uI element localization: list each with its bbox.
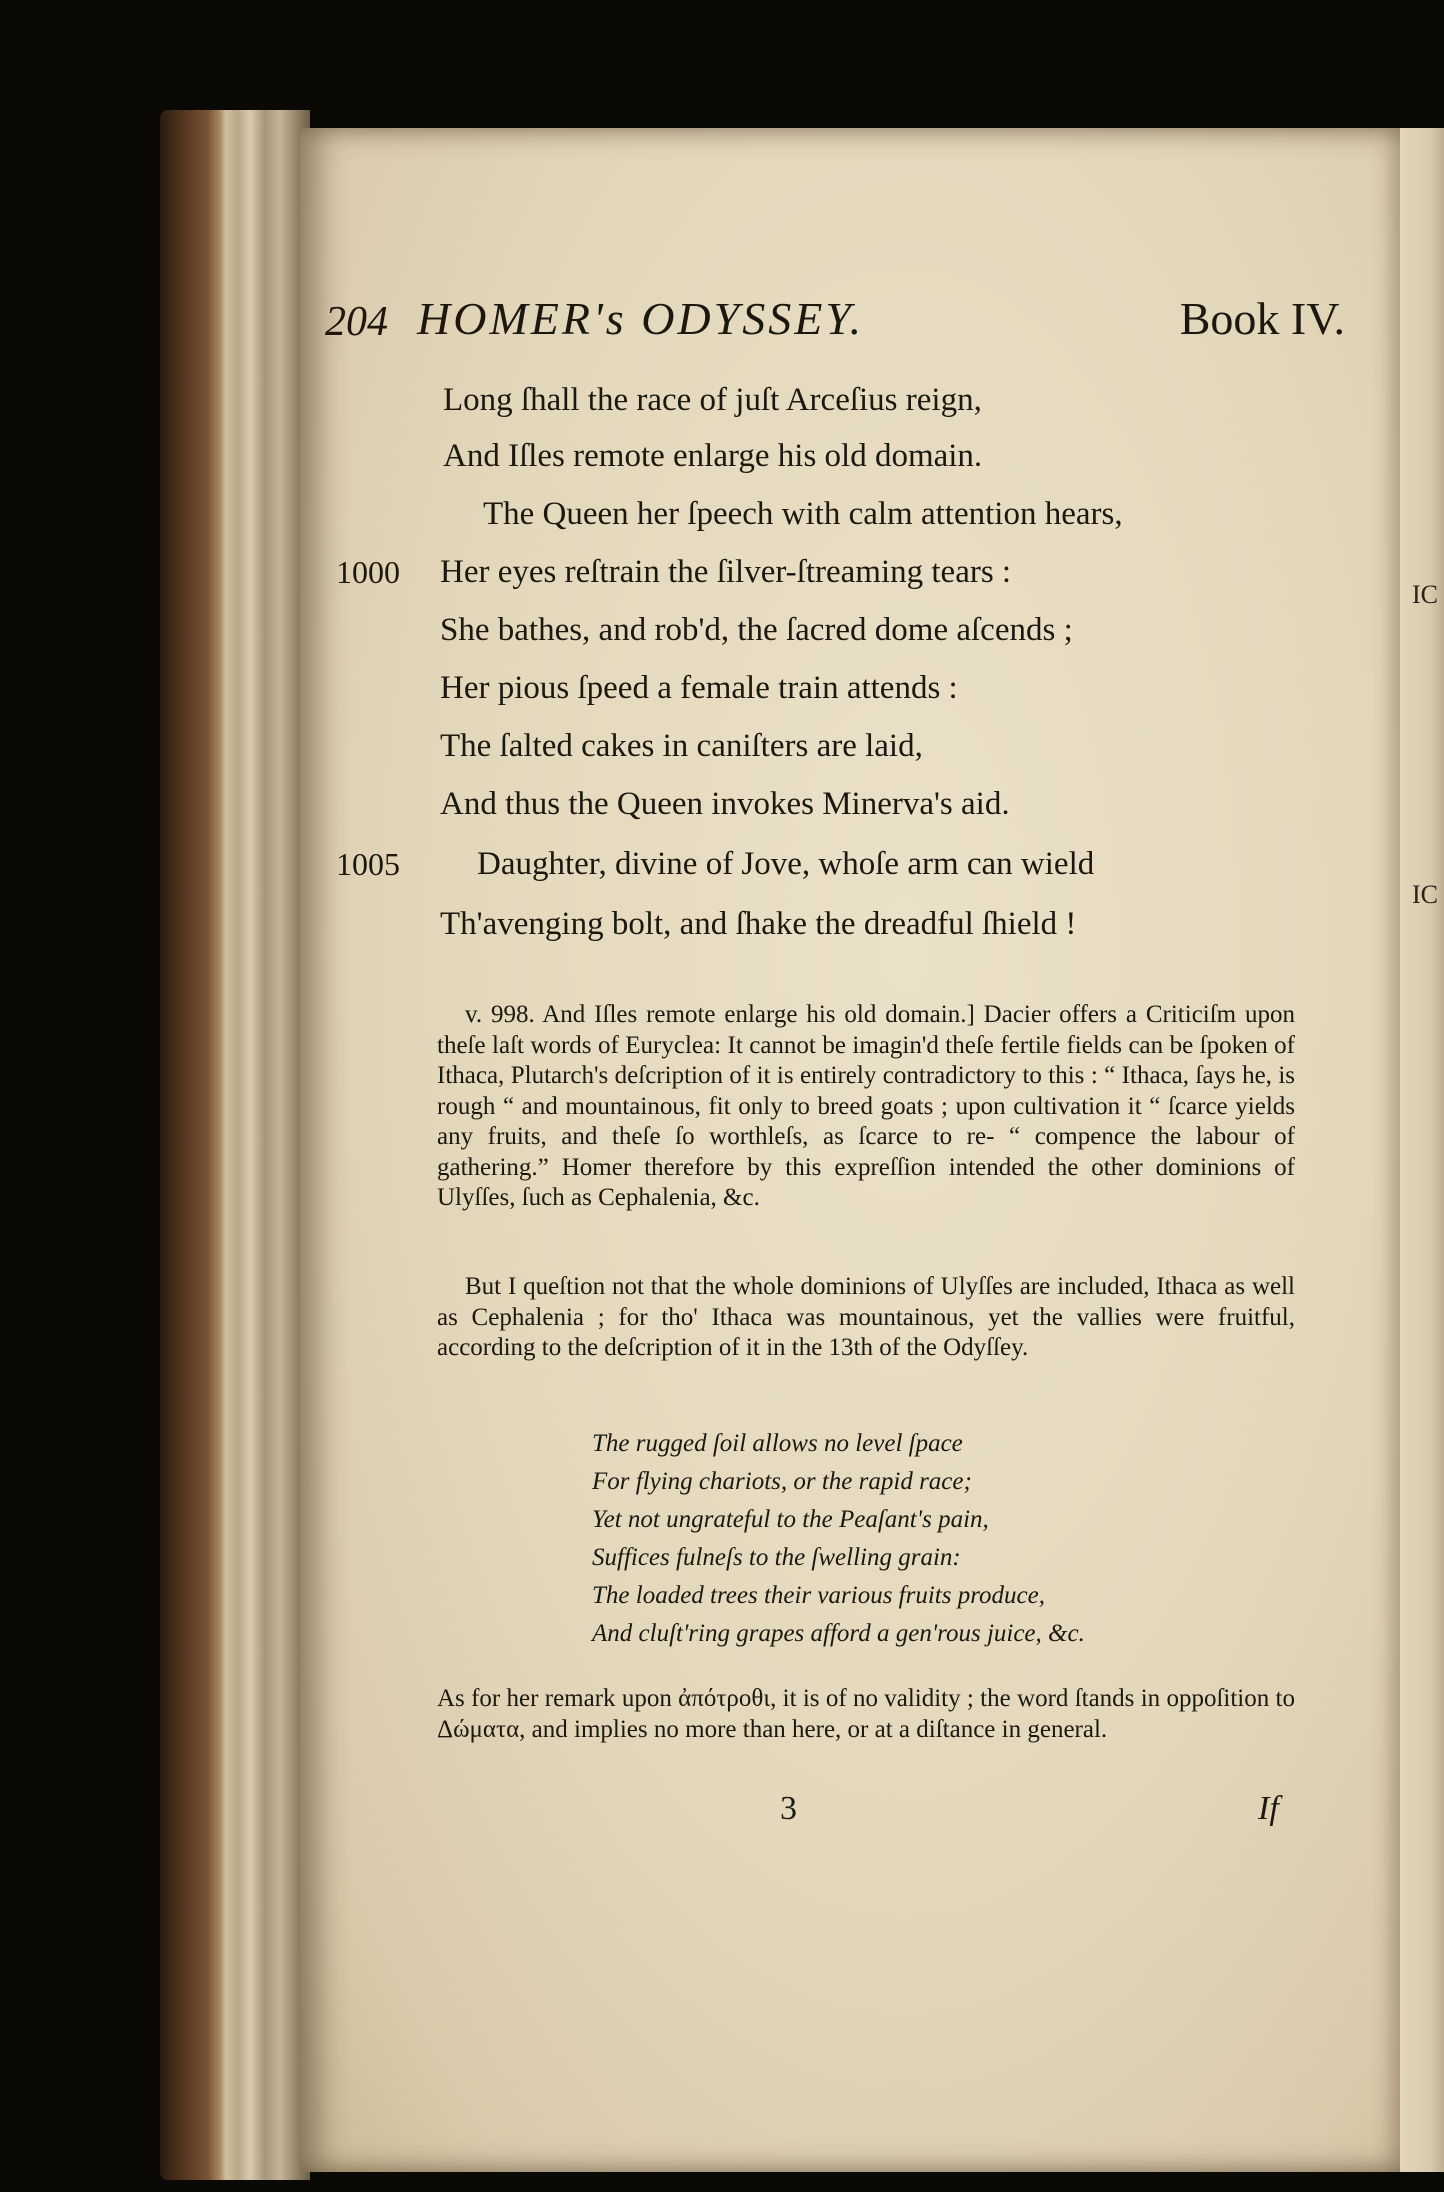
catchword: If <box>1258 1790 1279 1827</box>
quote-line: And cluſt'ring grapes afford a gen'rous juice, &c. <box>592 1620 1085 1647</box>
facing-page-edge <box>1400 128 1444 2172</box>
note-paragraph: As for her remark upon ἀπότροθι, it is of no validity ; the word ſtands in oppoſition to Δώματα, and implies no more than here, or at a diſtance in general. <box>437 1685 1295 1743</box>
book-label: Book IV. <box>1179 293 1345 344</box>
quote-line: The loaded trees their various fruits produce, <box>592 1582 1045 1609</box>
verse-line: And thus the Queen invokes Minerva's aid. <box>440 786 1010 822</box>
verse-line: She bathes, and rob'd, the ſacred dome aſcends ; <box>440 612 1073 648</box>
facing-page-mark: IC <box>1412 880 1438 909</box>
verse-line: Her pious ſpeed a female train attends : <box>440 670 958 706</box>
line-number: 1000 <box>336 554 400 590</box>
verse-line: Her eyes reſtrain the ſilver-ſtreaming tears : <box>440 554 1012 590</box>
running-title: HOMER's ODYSSEY. <box>417 293 865 344</box>
running-header <box>325 292 1345 362</box>
note-paragraph: v. 998. And Iſles remote enlarge his old domain.] Dacier offers a Criticiſm upon theſe laſt words of Euryclea: It cannot be imagin'd theſe fertile fields can be ſpoken of Ithaca, Plutarch's deſcription of it is entirely contradictory to this : “ Ithaca, ſays he, is rough “ and mountainous, fit only to breed goats ; upon cultivation it “ ſcarce yields any fruits, and theſe ſo worthleſs, as ſcarce to re- “ compence the labour of gathering.” Homer therefore by this expreſſion intended the other dominions of Ulyſſes, ſuch as Cephalenia, &c. <box>437 1001 1295 1211</box>
verse-line: The ſalted cakes in caniſters are laid, <box>440 728 923 764</box>
quote-line: The rugged ſoil allows no level ſpace <box>592 1430 963 1457</box>
book-binding <box>160 110 310 2180</box>
verse-line: And Iſles remote enlarge his old domain. <box>443 438 983 474</box>
verse-line: Long ſhall the race of juſt Arceſius reign, <box>443 382 982 418</box>
line-number: 1005 <box>336 846 400 882</box>
verse-line: Daughter, divine of Jove, whoſe arm can wield <box>477 846 1095 882</box>
facing-page-mark: IC <box>1412 580 1438 609</box>
verse-line: Th'avenging bolt, and ſhake the dreadful ſhield ! <box>440 906 1077 942</box>
verse-line: The Queen her ſpeech with calm attention hears, <box>483 496 1123 532</box>
quote-line: Yet not ungrateful to the Peaſant's pain, <box>592 1506 989 1533</box>
signature-mark: 3 <box>780 1790 797 1827</box>
page-number: 204 <box>325 299 388 345</box>
quote-line: For flying chariots, or the rapid race; <box>592 1468 972 1495</box>
note-paragraph: But I queſtion not that the whole dominions of Ulyſſes are included, Ithaca as well as Cephalenia ; for tho' Ithaca was mountainous, yet the vallies were fruitful, according to the deſcription of it in the 13th of the Odyſſey. <box>437 1273 1295 1361</box>
quote-line: Suffices fulneſs to the ſwelling grain: <box>592 1544 961 1571</box>
